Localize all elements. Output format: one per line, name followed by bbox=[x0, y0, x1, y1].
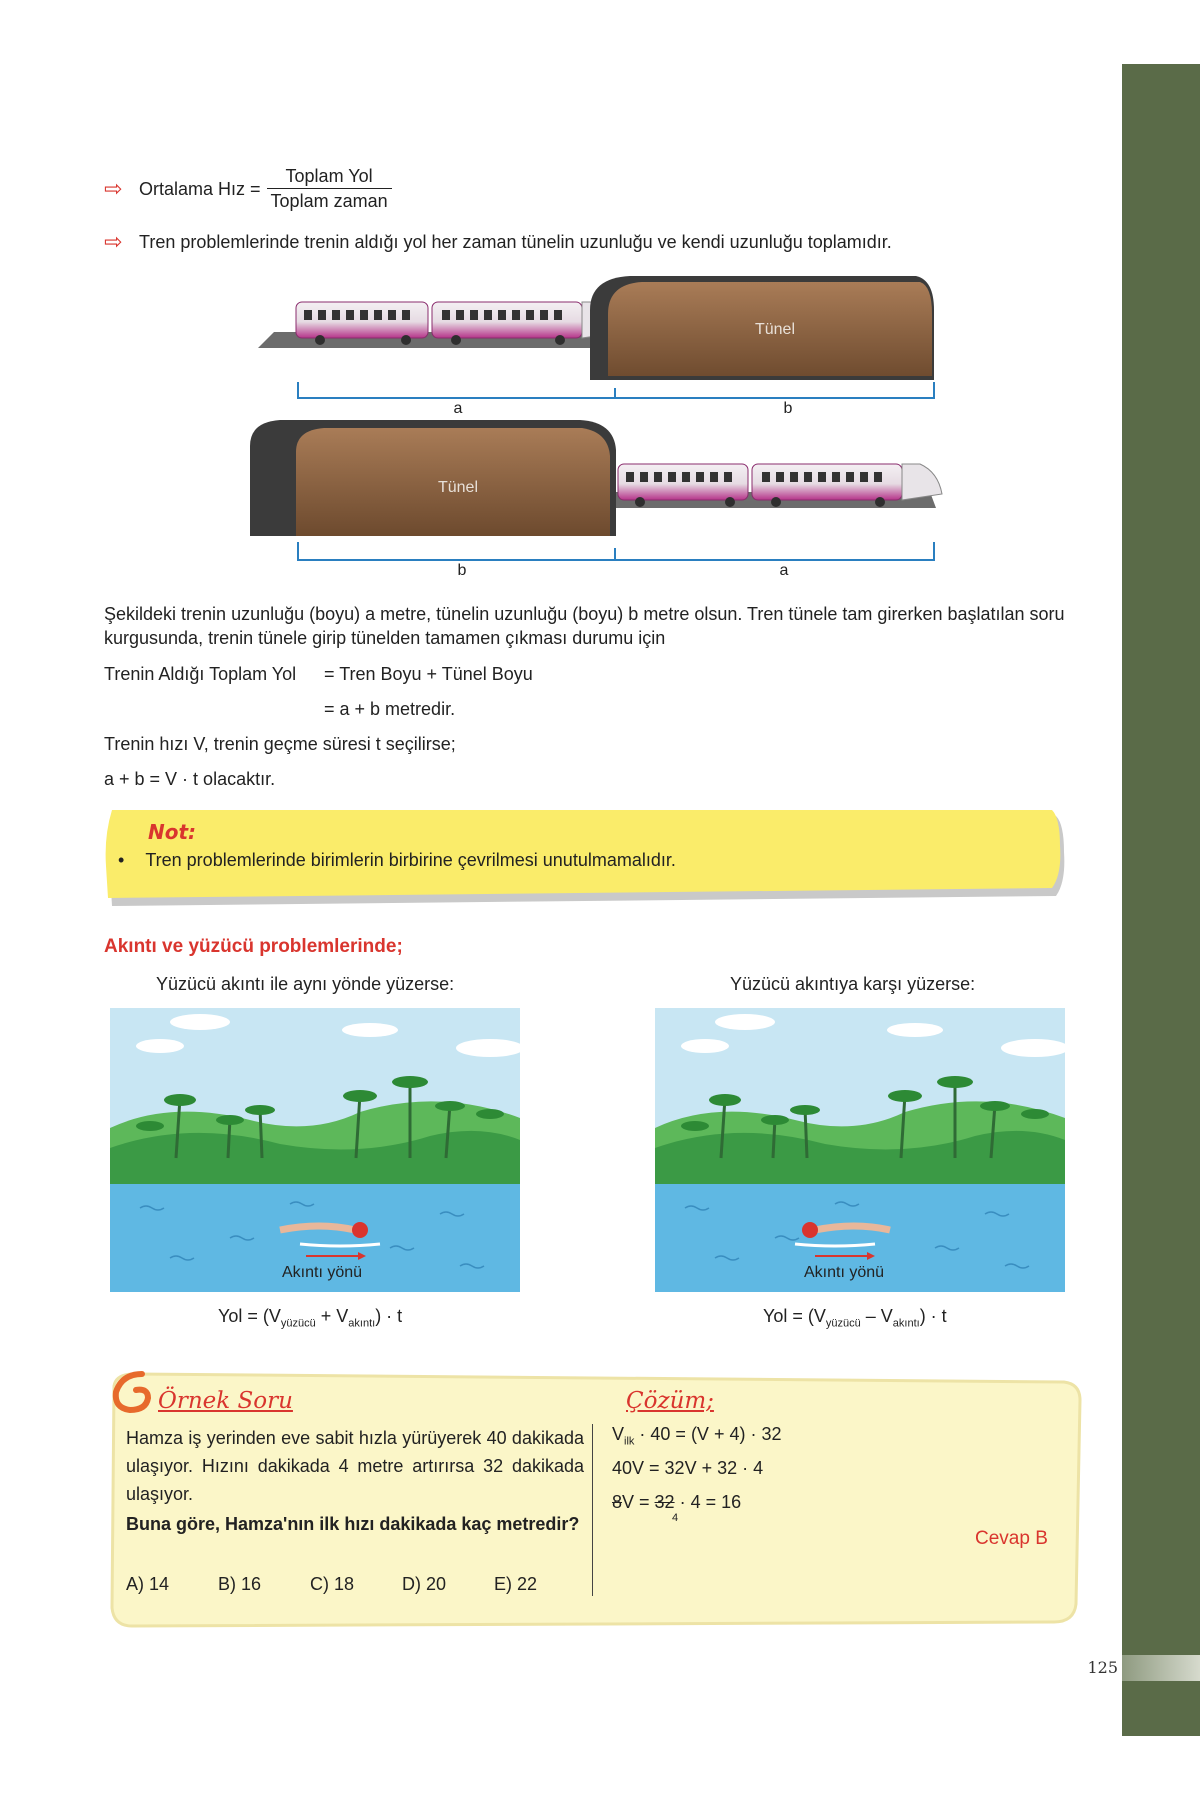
left-caption: Yüzücü akıntı ile aynı yönde yüzerse: bbox=[156, 974, 455, 994]
note-bullet bbox=[118, 850, 676, 871]
dimension-line-bottom bbox=[298, 542, 934, 560]
formula-yol-prefix: Yol = (V bbox=[218, 1306, 281, 1326]
question-text: Hamza iş yerinden eve sabit hızla yürüyerek 40 dakikada ulaşıyor. Hızını dakikada 4 metre artırırsa 32 dakikada ulaşıyor. bbox=[126, 1428, 584, 1504]
explanation-line3: Trenin hızı V, trenin geçme süresi t seçilirse; bbox=[104, 734, 456, 754]
sub-swimmer: yüzücü bbox=[825, 1317, 861, 1330]
formula-minus: – V bbox=[860, 1306, 893, 1326]
dimension-line-top bbox=[298, 382, 934, 398]
explanation-line1-left: Trenin Aldığı Toplam Yol bbox=[104, 664, 297, 684]
avg-speed-numerator: Toplam Yol bbox=[267, 164, 392, 189]
page-number-tab bbox=[1122, 1655, 1200, 1681]
example-title: Örnek Soru bbox=[158, 1388, 293, 1414]
question-bold: Buna göre, Hamza'nın ilk hızı dakikada kaç metredir? bbox=[126, 1514, 580, 1534]
sol-sub-ilk: ilk bbox=[624, 1435, 635, 1448]
option-a[interactable]: A) 14 bbox=[126, 1574, 170, 1594]
dim-label-a-top: a bbox=[453, 400, 463, 417]
sol-line1-rest: · 40 = (V + 4) · 32 bbox=[634, 1424, 782, 1444]
arrow-icon: ⇨ bbox=[104, 176, 123, 201]
bottom-scene bbox=[250, 420, 942, 560]
page-number: 125 bbox=[1087, 1658, 1118, 1677]
dim-label-a-bottom: a bbox=[779, 562, 789, 579]
top-scene bbox=[258, 276, 934, 398]
column-divider bbox=[592, 1424, 593, 1596]
formula-opposite-direction bbox=[763, 1306, 947, 1330]
answer-options bbox=[126, 1574, 586, 1595]
example-logo-icon bbox=[108, 1370, 160, 1416]
explanation-line1-right: = Tren Boyu + Tünel Boyu bbox=[324, 664, 533, 684]
explanation-line4: a + b = V · t olacaktır. bbox=[104, 769, 276, 789]
current-label-right: Akıntı yönü bbox=[804, 1264, 885, 1281]
avg-speed-formula bbox=[139, 164, 392, 213]
tunnel-bottom bbox=[250, 420, 616, 536]
tunnel-label-top: Tünel bbox=[754, 321, 796, 338]
sub-current: akıntı bbox=[348, 1317, 376, 1330]
formula-suffix: ) · t bbox=[375, 1306, 403, 1326]
sol-cancelled-32: 32 bbox=[654, 1492, 675, 1512]
sol-v: V bbox=[612, 1424, 625, 1444]
formula-yol-prefix: Yol = (V bbox=[763, 1306, 826, 1326]
swimmer-section-title: Akıntı ve yüzücü problemlerinde; bbox=[104, 936, 403, 957]
note-title: Not: bbox=[148, 820, 197, 844]
option-d[interactable]: D) 20 bbox=[402, 1574, 447, 1594]
option-e[interactable]: E) 22 bbox=[494, 1574, 538, 1594]
sol-line3-d: · 4 = 16 bbox=[674, 1492, 742, 1512]
right-caption: Yüzücü akıntıya karşı yüzerse: bbox=[730, 974, 976, 994]
sol-line3-b: V = bbox=[622, 1492, 655, 1512]
train-rule-text: Tren problemlerinde trenin aldığı yol her zaman tünelin uzunluğu ve kendi uzunluğu toplamıdır. bbox=[139, 232, 892, 252]
current-label-left: Akıntı yönü bbox=[282, 1264, 363, 1281]
solution-title: Çözüm; bbox=[626, 1388, 714, 1414]
formula-plus: + V bbox=[315, 1306, 349, 1326]
formula-suffix: ) · t bbox=[919, 1306, 947, 1326]
solution-line2: 40V = 32V + 32 · 4 bbox=[612, 1458, 764, 1478]
answer-text: Cevap B bbox=[975, 1528, 1048, 1549]
bullet-icon: • bbox=[118, 850, 125, 870]
solution-small-4: 4 bbox=[672, 1512, 679, 1524]
train-tunnel-diagram bbox=[230, 270, 950, 580]
sidebar-band bbox=[1122, 64, 1200, 1736]
option-b[interactable]: B) 16 bbox=[218, 1574, 262, 1594]
solution-line1 bbox=[612, 1424, 781, 1448]
sub-swimmer: yüzücü bbox=[280, 1317, 316, 1330]
avg-speed-fraction bbox=[267, 164, 392, 213]
arrow-icon: ⇨ bbox=[104, 229, 123, 254]
note-bullet-text: Tren problemlerinde birimlerin birbirine çevrilmesi unutulmamalıdır. bbox=[145, 850, 676, 870]
dim-label-b-bottom: b bbox=[457, 562, 467, 579]
sol-cancelled-8: 8 bbox=[612, 1492, 623, 1512]
swimmer-scene-right bbox=[655, 1008, 1065, 1292]
solution-line3 bbox=[612, 1492, 741, 1513]
explanation-line2: = a + b metredir. bbox=[324, 699, 456, 719]
avg-speed-label: Ortalama Hız = bbox=[139, 178, 261, 199]
dim-label-b-top: b bbox=[783, 400, 793, 417]
sub-current: akıntı bbox=[892, 1317, 920, 1330]
formula-same-direction bbox=[218, 1306, 402, 1330]
explanation-paragraph: Şekildeki trenin uzunluğu (boyu) a metre, tünelin uzunluğu (boyu) b metre olsun. Tren tünele tam girerken başlatılan soru kurgusunda, trenin tünele girip tünelden tamamen çıkması durumu için bbox=[104, 604, 1065, 648]
tunnel-label-bottom: Tünel bbox=[437, 479, 479, 496]
option-c[interactable]: C) 18 bbox=[310, 1574, 355, 1594]
swimmer-scene-left bbox=[110, 1008, 520, 1292]
avg-speed-denominator: Toplam zaman bbox=[270, 191, 388, 211]
